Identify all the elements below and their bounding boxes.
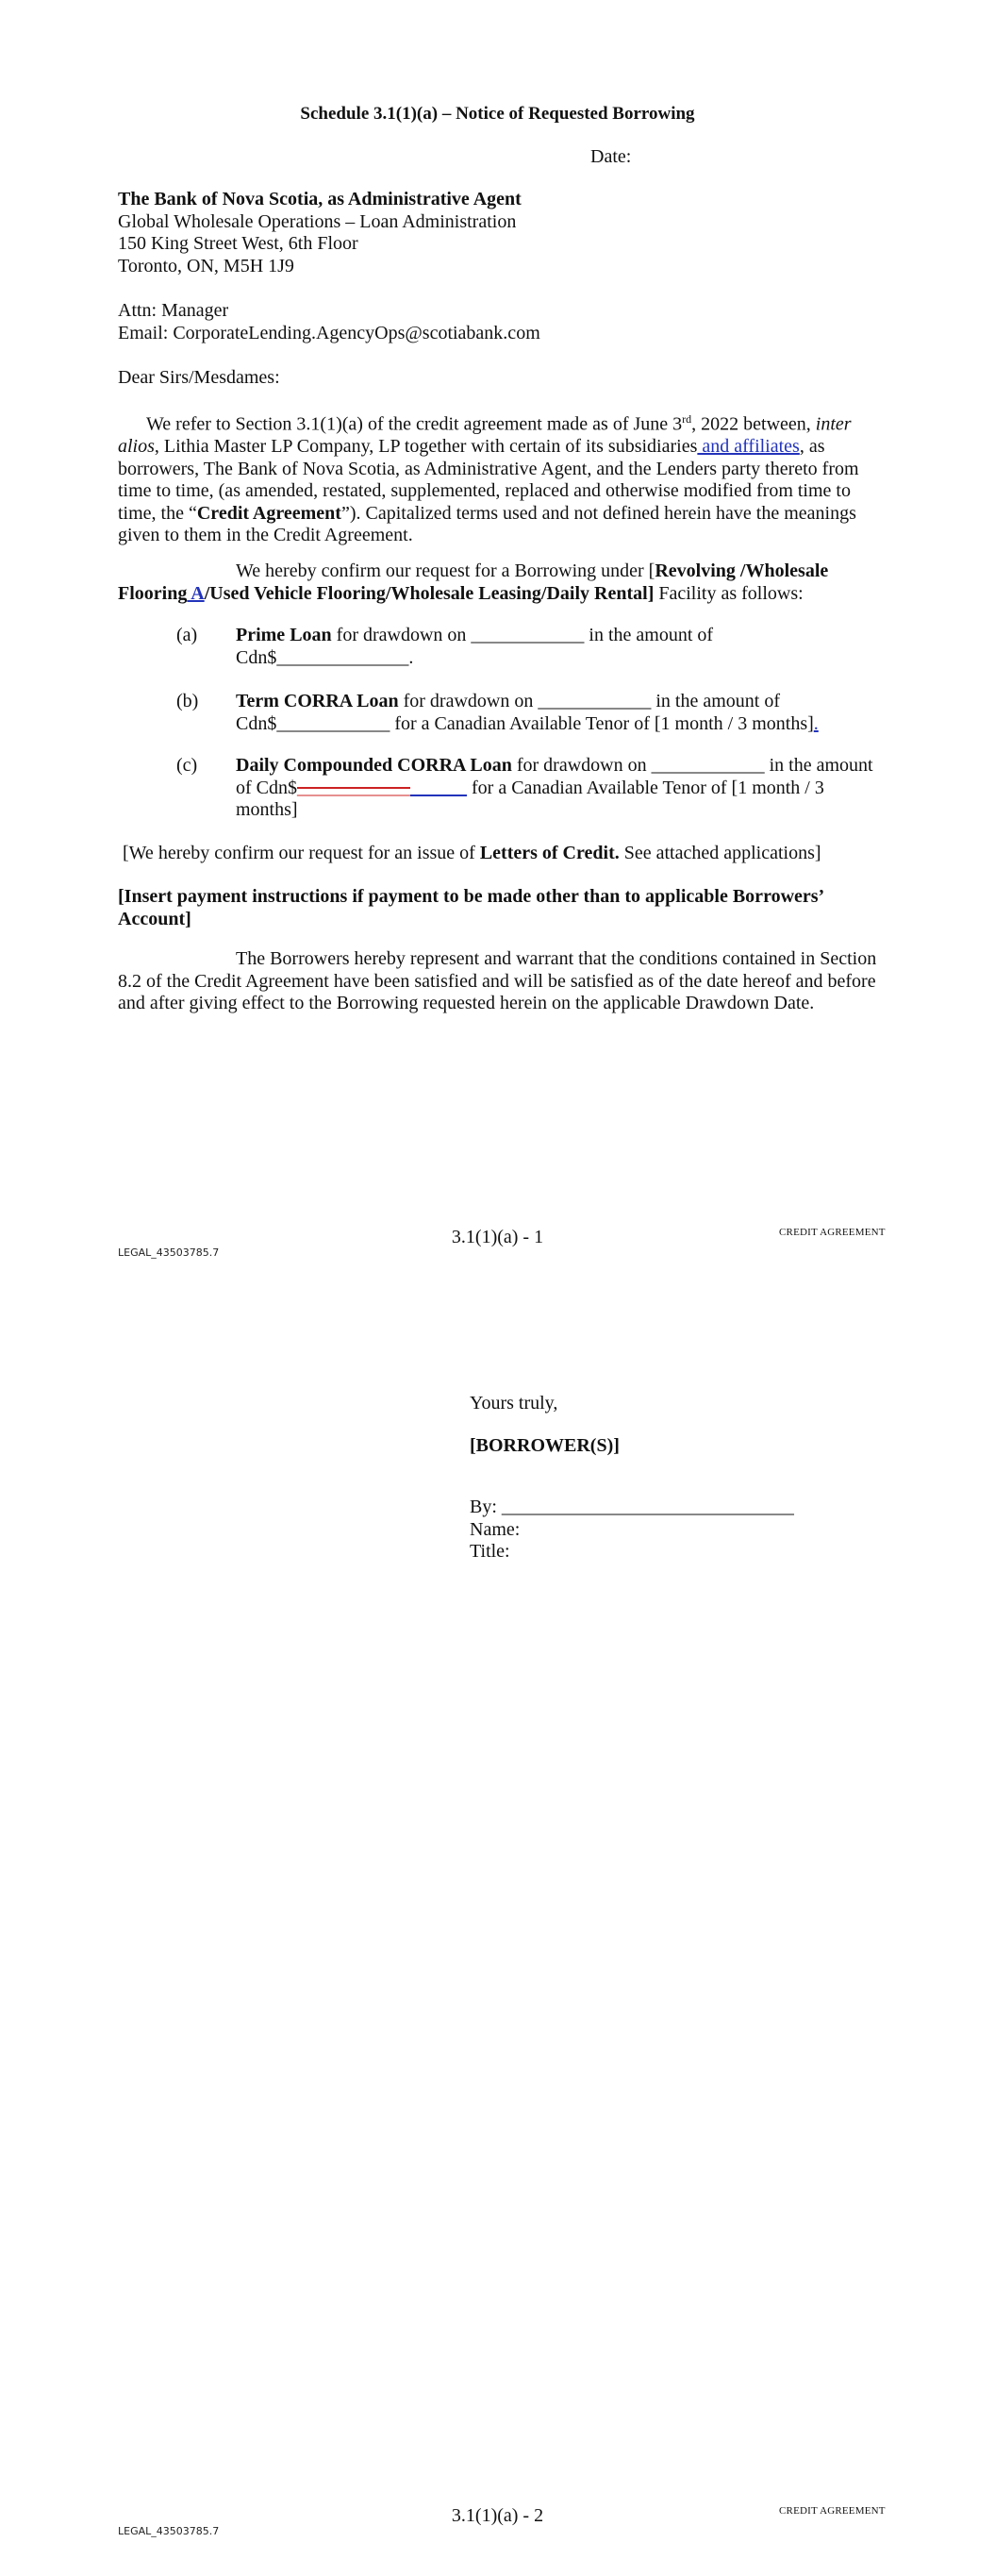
signature-line: By: _______________________________ xyxy=(470,1497,794,1517)
borrower-placeholder: [BORROWER(S)] xyxy=(470,1435,620,1456)
item-text: for drawdown on ____________ in the amount of Cdn$____________ for a Canadian Available Tenor of [1 month / 3 months] xyxy=(236,691,814,734)
page-title: Schedule 3.1(1)(a) – Notice of Requested Borrowing xyxy=(300,104,695,124)
para-text: ”). Capitalized terms used and not defined herein have the meanings given to them in the Credit Agreement. xyxy=(118,502,856,546)
loan-type: Daily Compounded CORRA Loan xyxy=(236,755,512,776)
signature-title: Title: xyxy=(470,1541,510,1562)
footer-label: CREDIT AGREEMENT xyxy=(779,2505,886,2517)
loan-type: Term CORRA Loan xyxy=(236,691,399,711)
attention-block xyxy=(118,300,891,344)
payment-instructions: [Insert payment instructions if payment to be made other than to applicable Borrowers’ Account] xyxy=(118,886,823,929)
item-label: (c) xyxy=(176,755,198,776)
email-line: Email: CorporateLending.AgencyOps@scotiabank.com xyxy=(118,322,540,343)
representation-paragraph xyxy=(118,948,887,1015)
inserted-text: ______ xyxy=(410,777,467,798)
attn-line: Attn: Manager xyxy=(118,300,229,321)
para-text: We refer to Section 3.1(1)(a) of the credit agreement made as of June 3 xyxy=(146,413,683,435)
para-text: The Borrowers hereby represent and warrant that the conditions contained in Section 8.2 of the Credit Agreement have been satisfied and will be satisfied as of the date hereof and before and after giving effect to the Borrowing requested herein on the applicable Drawdown Date. xyxy=(118,948,877,1013)
signature-block xyxy=(470,1497,847,1564)
superscript: rd xyxy=(682,412,692,426)
page-number: 3.1(1)(a) - 1 xyxy=(451,1227,544,1247)
para-text: , 2022 between, xyxy=(691,413,811,435)
date-label: Date: xyxy=(590,146,632,167)
document-id: LEGAL_43503785.7 xyxy=(118,2525,220,2537)
addressee-line: Global Wholesale Operations – Loan Administration xyxy=(118,210,517,232)
item-label: (b) xyxy=(176,691,199,711)
item-label: (a) xyxy=(176,625,198,645)
para-text: Facility as follows: xyxy=(654,582,804,604)
addressee-line: 150 King Street West, 6th Floor xyxy=(118,233,358,254)
inserted-text: A xyxy=(187,582,205,604)
item-text: for drawdown on ____________ in the amount of Cdn$ xyxy=(236,755,873,798)
inserted-text: and affiliates xyxy=(697,436,800,458)
salutation: Dear Sirs/Mesdames: xyxy=(118,367,280,388)
letters-of-credit-line xyxy=(123,843,892,865)
footer-label: CREDIT AGREEMENT xyxy=(779,1227,886,1238)
signature-name: Name: xyxy=(470,1518,521,1540)
para-text: [We hereby confirm our request for an issue of xyxy=(123,843,480,863)
addressee-block xyxy=(118,189,891,277)
para-text: , as borrowers, The Bank of Nova Scotia, as Administrative Agent, and the Lenders party thereto from time to time, (as amended, restated, supplemented, replaced and otherwise modified from time to time, the “ xyxy=(118,436,859,524)
inserted-text: . xyxy=(813,712,819,734)
item-text: for drawdown on ____________ in the amount of Cdn$______________. xyxy=(236,625,714,668)
defined-term: Letters of Credit. xyxy=(479,843,620,863)
loan-type: Prime Loan xyxy=(236,625,332,645)
para-text: We hereby confirm our request for a Borrowing under [ xyxy=(236,560,655,581)
addressee-line: Toronto, ON, M5H 1J9 xyxy=(118,255,294,276)
defined-term: Credit Agreement xyxy=(196,502,341,524)
paragraph-borrowing-request xyxy=(118,560,887,605)
deleted-text: ____________ xyxy=(297,777,410,798)
paragraph-reference xyxy=(118,409,887,547)
para-text: See attached applications] xyxy=(619,843,821,863)
para-text: , Lithia Master LP Company, LP together with certain of its subsidiaries xyxy=(154,436,698,458)
document-id: LEGAL_43503785.7 xyxy=(118,1246,220,1259)
closing: Yours truly, xyxy=(470,1393,558,1413)
facility-text: Revolving /Wholesale Flooring xyxy=(118,560,829,604)
italic-text: inter alios xyxy=(118,413,852,458)
facility-text: /Used Vehicle Flooring/Wholesale Leasing/Daily Rental] xyxy=(204,582,655,604)
page-number: 3.1(1)(a) - 2 xyxy=(451,2505,544,2526)
item-text: for a Canadian Available Tenor of [1 month / 3 months] xyxy=(236,777,824,820)
addressee-name: The Bank of Nova Scotia, as Administrative Agent xyxy=(118,189,522,209)
